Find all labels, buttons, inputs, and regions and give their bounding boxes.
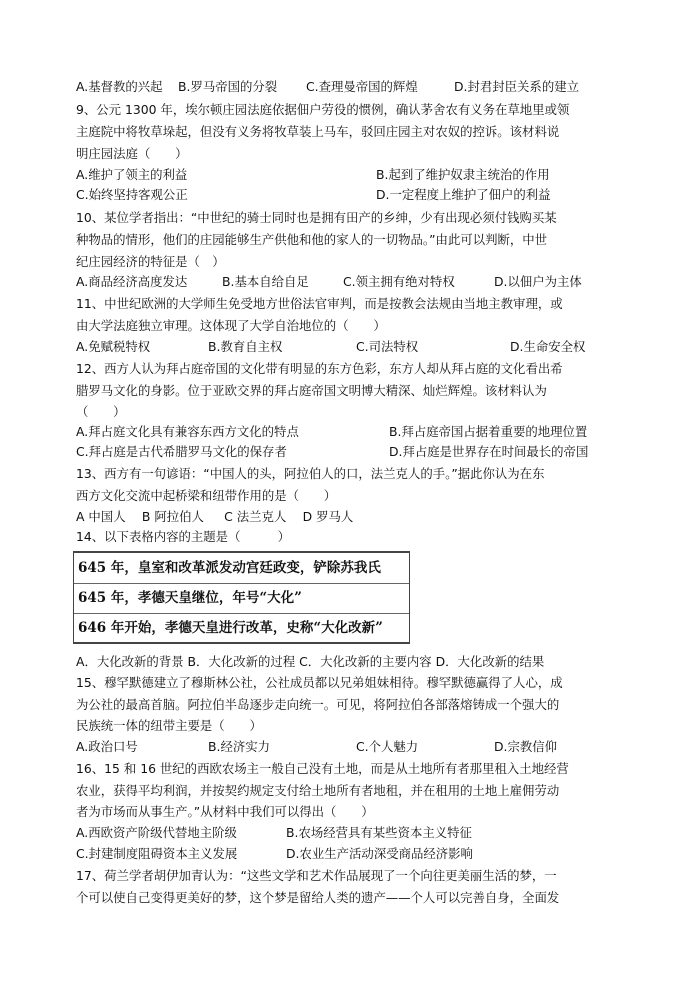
q16-option-b: B.农场经营具有某些资本主义特征 <box>286 825 472 840</box>
q9-option-d: D.一定程度上维护了佃户的利益 <box>376 187 551 202</box>
q8-option-b: B.罗马帝国的分裂 <box>178 79 278 94</box>
q13-stem-line: 13、西方有一句谚语：“中国人的头，阿拉伯人的口，法兰克人的手。”据此你认为在东 <box>76 466 545 481</box>
q8-option-c: C.查理曼帝国的辉煌 <box>306 79 418 94</box>
q10-stem-line: 纪庄园经济的特征是（ ） <box>76 254 225 269</box>
q10-option-b: B.基本自给自足 <box>222 274 309 289</box>
q14-stem: 14、以下表格内容的主题是（ ） <box>76 529 291 544</box>
q16-stem-line: 16、15 和 16 世纪的西欧农场主一般自己没有土地，而是从土地所有者那里租入土地经营 <box>76 761 569 776</box>
q12-stem-line: （ ） <box>76 404 126 419</box>
q10-option-a: A.商品经济高度发达 <box>76 274 188 289</box>
q15-option-b: B.经济实力 <box>208 739 271 754</box>
q15-stem-line: 15、穆罕默德建立了穆斯林公社，公社成员都以兄弟姐妹相待。穆罕默德赢得了人心，成 <box>76 675 563 690</box>
q16-option-c: C.封建制度阻碍资本主义发展 <box>76 846 238 861</box>
q13-stem-line: 西方文化交流中起桥梁和纽带作用的是（ ） <box>76 488 337 503</box>
q9-stem-line: 明庄园法庭（ ） <box>76 146 188 161</box>
q9-stem-line: 9、公元 1300 年，埃尔顿庄园法庭依据佃户劳役的惯例，确认茅舍农有义务在草地里或领 <box>76 102 570 117</box>
q12-option-c: C.拜占庭是古代希腊罗马文化的保存者 <box>76 444 287 459</box>
q13-options: A 中国人 B 阿拉伯人 C 法兰克人 D 罗马人 <box>76 509 354 524</box>
q10-stem-line: 种物品的情形，他们的庄园能够生产供他和他的家人的一切物品。”由此可以判断，中世 <box>76 232 548 247</box>
q16-stem-line: 农业，获得平均利润，并按契约规定支付给土地所有者地租，并在租用的土地上雇佣劳动 <box>76 783 560 798</box>
table-row: 646 年开始，孝德天皇进行改革，史称“大化改新” <box>78 620 383 636</box>
table-row: 645 年，孝德天皇继位，年号“大化” <box>78 590 302 606</box>
q8-option-a: A.基督教的兴起 <box>76 79 163 94</box>
q12-option-a: A.拜占庭文化具有兼容东西方文化的特点 <box>76 424 299 439</box>
q11-stem-line: 11、中世纪欧洲的大学师生免受地方世俗法官审判，而是按教会法规由当地主教审理，或 <box>76 296 563 311</box>
q15-option-c: C.个人魅力 <box>356 739 419 754</box>
q11-stem-line: 由大学法庭独立审理。这体现了大学自治地位的（ ） <box>76 318 386 333</box>
q11-option-a: A.免赋税特权 <box>76 339 151 354</box>
q11-option-d: D.生命安全权 <box>510 339 586 354</box>
q9-option-b: B.起到了维护奴隶主统治的作用 <box>376 167 550 182</box>
q11-option-c: C.司法特权 <box>356 339 419 354</box>
q9-option-c: C.始终坚持客观公正 <box>76 187 188 202</box>
q16-option-d: D.农业生产活动深受商品经济影响 <box>286 846 473 861</box>
q9-option-a: A.维护了领主的利益 <box>76 167 188 182</box>
q12-stem-line: 12、西方人认为拜占庭帝国的文化带有明显的东方色彩，东方人却从拜占庭的文化看出希 <box>76 361 563 376</box>
table-row: 645 年，皇室和改革派发动宫廷政变，铲除苏我氏 <box>78 560 381 576</box>
q16-stem-line: 者为市场而从事生产。”从材料中我们可以得出（ ） <box>76 804 374 819</box>
q10-option-d: D.以佃户为主体 <box>494 274 582 289</box>
q14-options: A．大化改新的背景 B．大化改新的过程 C．大化改新的主要内容 D．大化改新的结果 <box>76 654 545 669</box>
q8-option-d: D.封君封臣关系的建立 <box>454 79 579 94</box>
q17-stem-line: 17、荷兰学者胡伊加青认为：“这些文学和艺术作品展现了一个向往更美丽生活的梦，一 <box>76 868 557 883</box>
q15-option-d: D.宗教信仰 <box>494 739 558 754</box>
q12-option-b: B.拜占庭帝国占据着重要的地理位置 <box>389 424 588 439</box>
q12-stem-line: 腊罗马文化的身影。位于亚欧交界的拜占庭帝国文明博大精深、灿烂辉煌。该材料认为 <box>76 383 547 398</box>
q9-stem-line: 主庭院中将牧草垛起，但没有义务将牧草装上马车，驳回庄园主对农奴的控诉。该材料说 <box>76 124 560 139</box>
q10-option-c: C.领主拥有绝对特权 <box>343 274 455 289</box>
q12-option-d: D.拜占庭是世界存在时间最长的帝国 <box>389 444 589 459</box>
q15-stem-line: 民族统一体的纽带主要是（ ） <box>76 718 262 733</box>
q10-stem-line: 10、某位学者指出：“中世纪的骑士同时也是拥有田产的乡绅，少有出现必须付钱购买某 <box>76 210 557 225</box>
q17-stem-line: 个可以使自己变得更美好的梦，这个梦是留给人类的遗产——个人可以完善自身，全面发 <box>76 890 560 905</box>
q16-option-a: A.西欧资产阶级代替地主阶级 <box>76 825 237 840</box>
q14-table <box>73 551 410 644</box>
q11-option-b: B.教育自主权 <box>208 339 283 354</box>
q15-option-a: A.政治口号 <box>76 739 138 754</box>
q15-stem-line: 为公社的最高首脑。阿拉伯半岛逐步走向统一。可见，将阿拉伯各部落熔铸成一个强大的 <box>76 697 560 712</box>
